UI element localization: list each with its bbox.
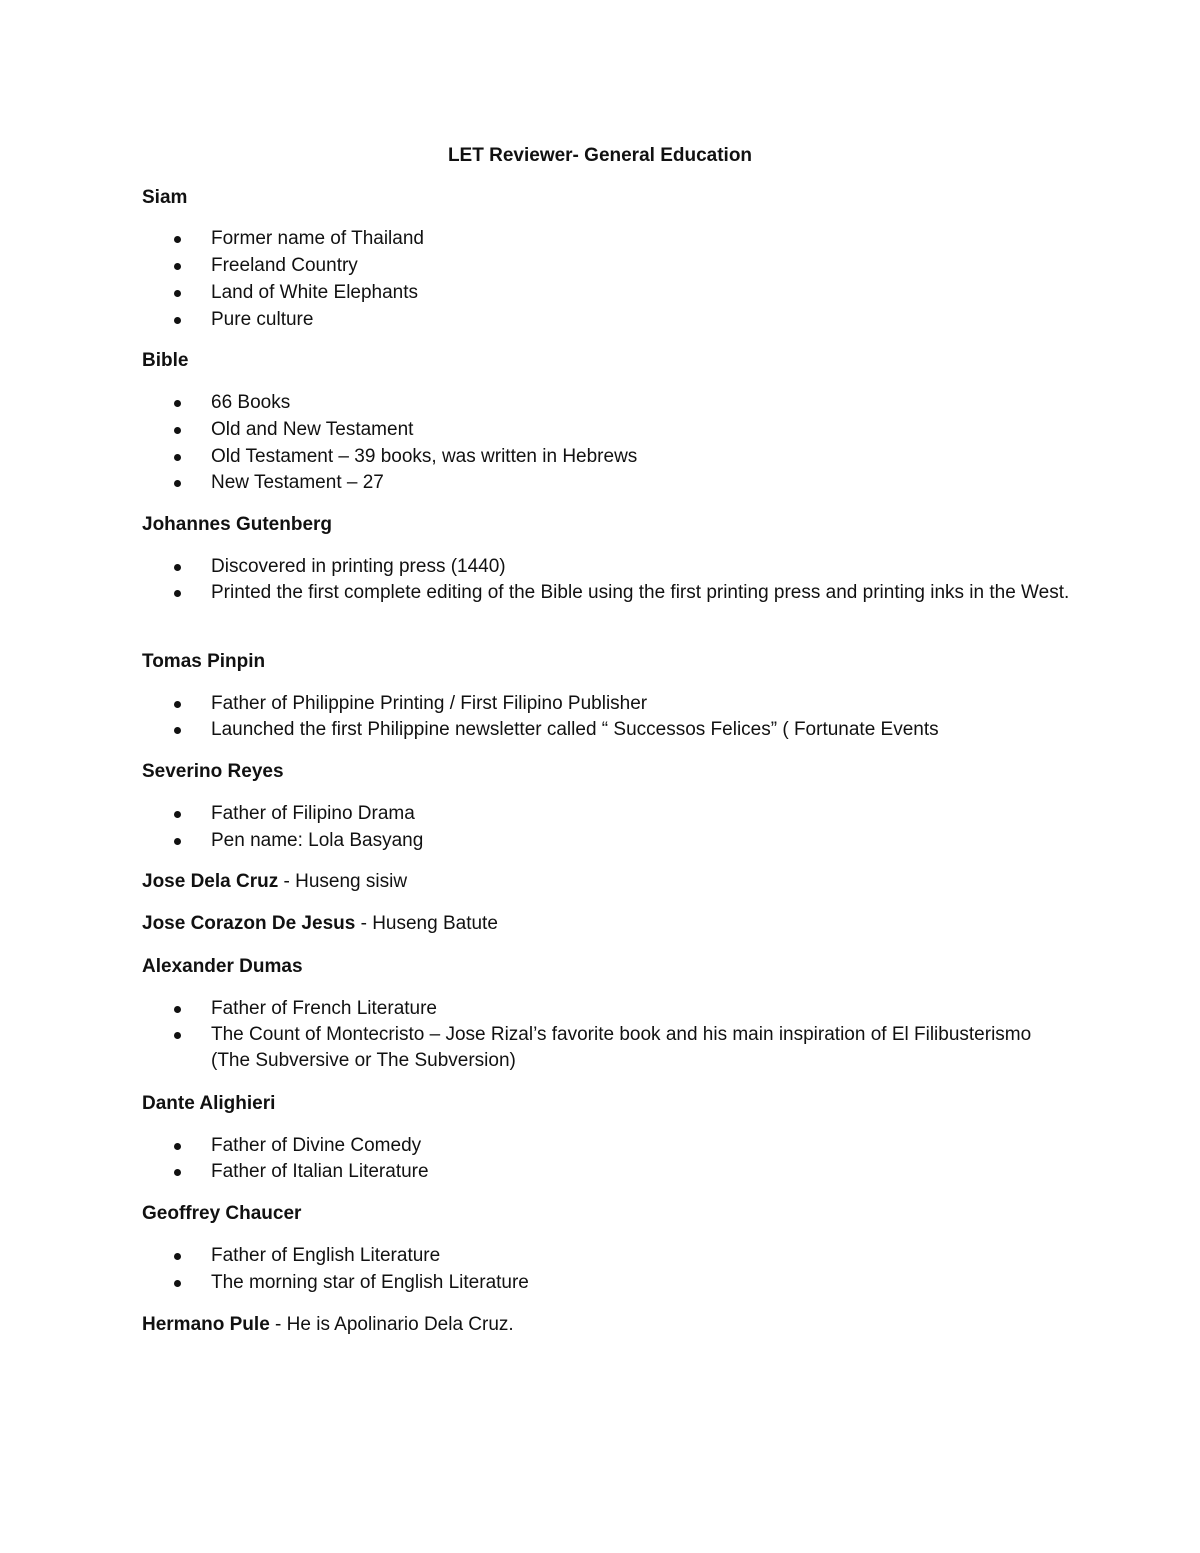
section-heading-desc: - He is Apolinario Dela Cruz. <box>269 1314 514 1335</box>
section-heading-pinpin <box>142 650 265 674</box>
list-item-text: Discovered in printing press (1440) <box>211 556 506 577</box>
list-item <box>211 1270 1071 1296</box>
section-heading-siam <box>142 186 187 210</box>
bullet-icon <box>174 727 181 734</box>
section-heading-de-jesus <box>142 912 498 936</box>
section-heading-text: Dante Alighieri <box>142 1093 276 1114</box>
bullet-icon <box>174 480 181 487</box>
list-item-text: The Count of Montecristo – Jose Rizal’s favorite book and his main inspiration of El Filibusterismo (The Subversive or The Subversion) <box>211 1024 1032 1071</box>
list-item <box>211 253 1071 279</box>
section-heading-text: Jose Corazon De Jesus <box>142 913 356 934</box>
list-item <box>211 417 1071 443</box>
list-item <box>211 226 1071 252</box>
section-heading-desc: - Huseng sisiw <box>278 871 408 892</box>
list-item-text: Former name of Thailand <box>211 228 424 249</box>
list-item-text: Father of English Literature <box>211 1245 441 1266</box>
section-heading-reyes <box>142 760 284 784</box>
list-item <box>211 1243 1071 1269</box>
list-item <box>211 801 1071 827</box>
section-heading-text: Alexander Dumas <box>142 956 303 977</box>
list-item <box>211 996 1071 1022</box>
list-item-text: Father of Divine Comedy <box>211 1135 422 1156</box>
bullet-icon <box>174 590 181 597</box>
list-item-text: Printed the first complete editing of the Bible using the first printing press and printing inks in the West. <box>211 582 1070 603</box>
section-heading-text: Bible <box>142 350 189 371</box>
list-item-text: Father of French Literature <box>211 998 437 1019</box>
bullet-icon <box>174 263 181 270</box>
section-heading-gutenberg <box>142 513 332 537</box>
bullet-icon <box>174 1280 181 1287</box>
list-item <box>211 390 1071 416</box>
bullet-icon <box>174 1253 181 1260</box>
list-item-text: Father of Philippine Printing / First Filipino Publisher <box>211 693 648 714</box>
list-item <box>211 280 1071 306</box>
bullet-icon <box>174 427 181 434</box>
bullet-icon <box>174 811 181 818</box>
section-heading-text: Johannes Gutenberg <box>142 514 333 535</box>
section-heading-text: Jose Dela Cruz <box>142 871 279 892</box>
bullet-icon <box>174 290 181 297</box>
bullet-icon <box>174 1032 181 1039</box>
bullet-icon <box>174 1169 181 1176</box>
section-heading-text: Siam <box>142 187 188 208</box>
section-heading-text: Hermano Pule <box>142 1314 270 1335</box>
list-item <box>211 717 1071 743</box>
list-item-text: Old Testament – 39 books, was written in Hebrews <box>211 446 638 467</box>
list-item-text: Freeland Country <box>211 255 358 276</box>
bullet-icon <box>174 1143 181 1150</box>
section-heading-dumas <box>142 955 303 979</box>
bullet-icon <box>174 1006 181 1013</box>
list-item <box>211 691 1071 717</box>
section-heading-text: Geoffrey Chaucer <box>142 1203 302 1224</box>
section-heading-dela-cruz <box>142 870 407 894</box>
section-heading-pule <box>142 1313 514 1337</box>
bullet-icon <box>174 564 181 571</box>
list-item <box>211 1159 1071 1185</box>
section-heading-alighieri <box>142 1092 275 1116</box>
list-item-text: Pure culture <box>211 309 314 330</box>
list-item-text: Father of Italian Literature <box>211 1161 429 1182</box>
list-item <box>211 1022 1071 1074</box>
list-item <box>211 307 1071 333</box>
section-heading-desc: - Huseng Batute <box>355 913 498 934</box>
list-item <box>211 470 1071 496</box>
section-heading-bible <box>142 349 188 373</box>
section-heading-text: Tomas Pinpin <box>142 651 266 672</box>
list-item-text: Land of White Elephants <box>211 282 419 303</box>
bullet-icon <box>174 400 181 407</box>
list-item-text: Launched the first Philippine newsletter called “ Successos Felices” ( Fortunate Events <box>211 719 939 740</box>
list-item-text: The morning star of English Literature <box>211 1272 529 1293</box>
list-item <box>211 554 1071 580</box>
section-heading-chaucer <box>142 1202 301 1226</box>
list-item <box>211 828 1071 854</box>
section-heading-text: Severino Reyes <box>142 761 284 782</box>
list-item <box>211 1133 1071 1159</box>
bullet-icon <box>174 454 181 461</box>
list-item <box>211 444 1071 470</box>
bullet-icon <box>174 317 181 324</box>
document-title: LET Reviewer- General Education <box>447 145 753 166</box>
list-item-text: Father of Filipino Drama <box>211 803 415 824</box>
list-item-text: New Testament – 27 <box>211 472 384 493</box>
bullet-icon <box>174 838 181 845</box>
bullet-icon <box>174 236 181 243</box>
bullet-icon <box>174 701 181 708</box>
list-item-text: 66 Books <box>211 392 291 413</box>
list-item-text: Old and New Testament <box>211 419 414 440</box>
list-item-text: Pen name: Lola Basyang <box>211 830 424 851</box>
list-item <box>211 580 1071 606</box>
